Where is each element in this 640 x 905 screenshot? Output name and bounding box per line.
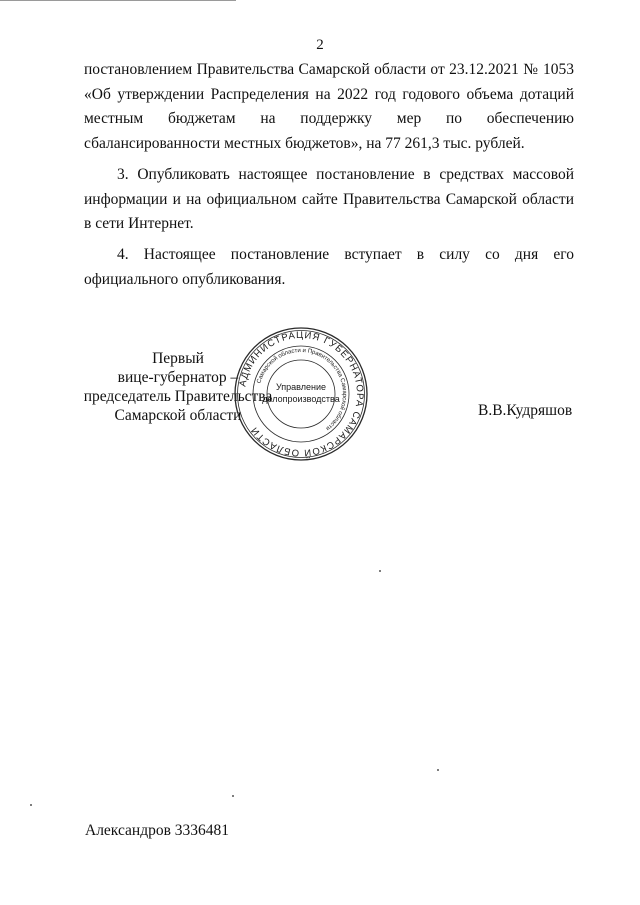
position-line: Самарской области [114, 407, 242, 424]
signatory-name: В.В.Кудряшов [478, 402, 573, 419]
stamp-outer-text: АДМИНИСТРАЦИЯ ГУБЕРНАТОРА САМАРСКОЙ ОБЛАСТИ [237, 329, 366, 459]
stamp-center-line-1: Управление [275, 382, 327, 392]
position-line: председатель Правительства [83, 388, 273, 405]
stamp-inner-text: Самарской области и Правительства Самарской области [256, 347, 348, 432]
paragraph-3-publish: 3. Опубликовать настоящее постановление в средствах массовой информации и на официальном сайте Правительства Самарской области в сети Интернет. [84, 166, 574, 232]
position-line: вице-губернатор – [117, 369, 239, 386]
scan-speck [379, 570, 381, 572]
paragraph-4-effective: 4. Настоящее постановление вступает в силу со дня его официального опубликования. [84, 246, 574, 288]
scan-speck [437, 769, 439, 771]
scan-edge-line [0, 0, 236, 1]
scan-speck [232, 795, 234, 797]
scan-speck [30, 804, 32, 806]
position-line: Первый [152, 350, 204, 367]
executor-contact: Александров 3336481 [85, 822, 230, 839]
official-stamp [233, 326, 369, 462]
page-number: 2 [316, 37, 324, 53]
paragraph-continuation: постановлением Правительства Самарской области от 23.12.2021 № 1053 «Об утверждении Распределения на 2022 год годового объема дотаций местным бюджетам на поддержку мер по обеспечению сбалансированности местных бюджетов», на 77 261,3 тыс. рублей. [84, 61, 574, 152]
stamp-center-line-2: делопроизводства [262, 394, 340, 404]
